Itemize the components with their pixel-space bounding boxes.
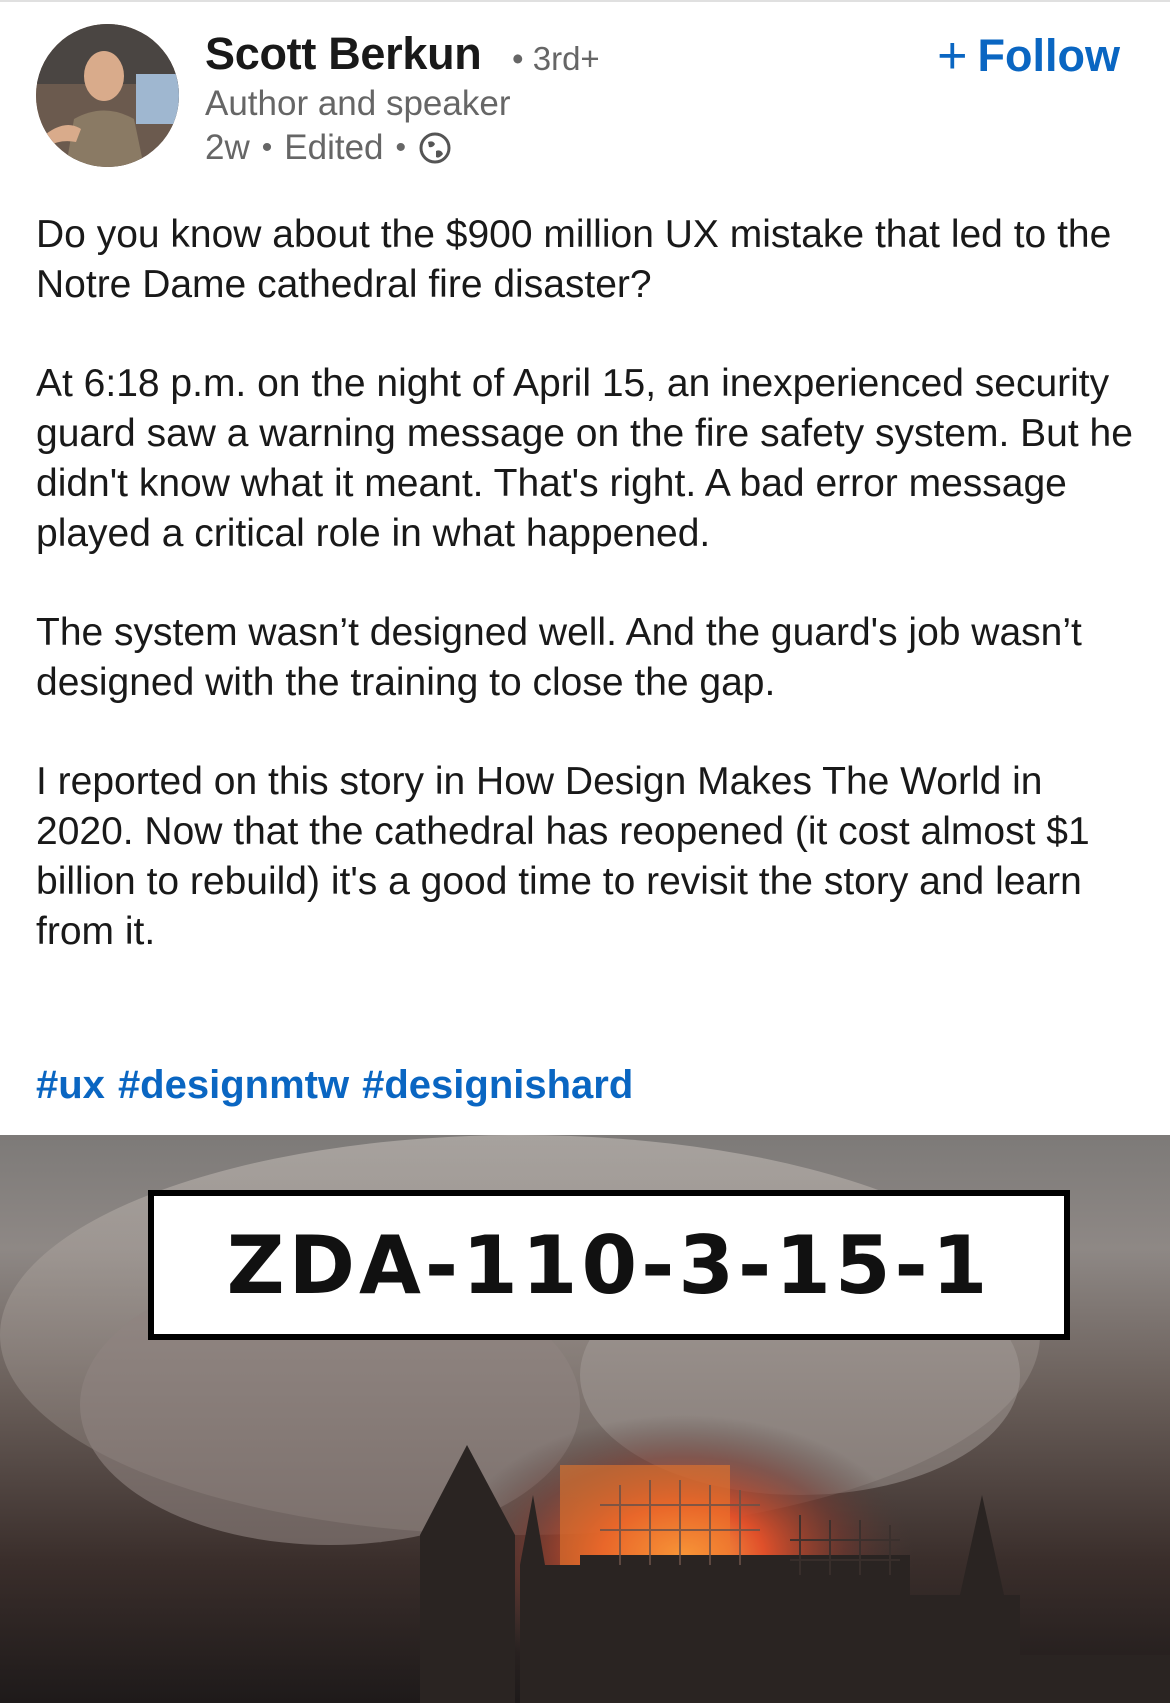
avatar[interactable] [36, 24, 179, 167]
meta-separator: • [395, 131, 407, 164]
post-paragraph: At 6:18 p.m. on the night of April 15, an inexperienced security guard saw a warning message on the fire safety system. But he didn't know what it meant. That's right. A bad error message played a critical role in what happened. [36, 362, 1133, 555]
hashtag-link[interactable]: #ux [36, 1063, 105, 1107]
post-time: 2w [205, 128, 250, 167]
post-paragraph: I reported on this story in How Design Makes The World in 2020. Now that the cathedral has reopened (it cost almost $1 billion to rebuild) it's a good time to revisit the story and learn from it. [36, 760, 1090, 953]
follow-label: Follow [977, 30, 1120, 81]
author-name[interactable]: Scott Berkun [205, 28, 482, 79]
author-headline: Author and speaker [205, 84, 511, 123]
edited-label: Edited [284, 128, 384, 167]
hashtag-link[interactable]: #designishard [362, 1063, 634, 1107]
error-code-text: ZDA-110-3-15-1 [226, 1218, 992, 1312]
meta-separator: • [261, 131, 273, 164]
post-text [36, 210, 1136, 1006]
globe-icon [418, 131, 452, 165]
post-header [0, 0, 1170, 190]
post-meta [205, 128, 452, 168]
connection-degree: • 3rd+ [512, 40, 600, 77]
follow-button[interactable] [937, 27, 1120, 85]
hashtag-list [36, 1063, 633, 1108]
hashtag-link[interactable]: #designmtw [117, 1063, 350, 1107]
post-paragraph: Do you know about the $900 million UX mistake that led to the Notre Dame cathedral fire disaster? [36, 213, 1112, 306]
post-paragraph: The system wasn’t designed well. And the guard's job wasn’t designed with the training to close the gap. [36, 611, 1082, 704]
post-image[interactable] [0, 1135, 1170, 1703]
error-code-banner [148, 1190, 1070, 1340]
plus-icon: + [937, 27, 968, 85]
